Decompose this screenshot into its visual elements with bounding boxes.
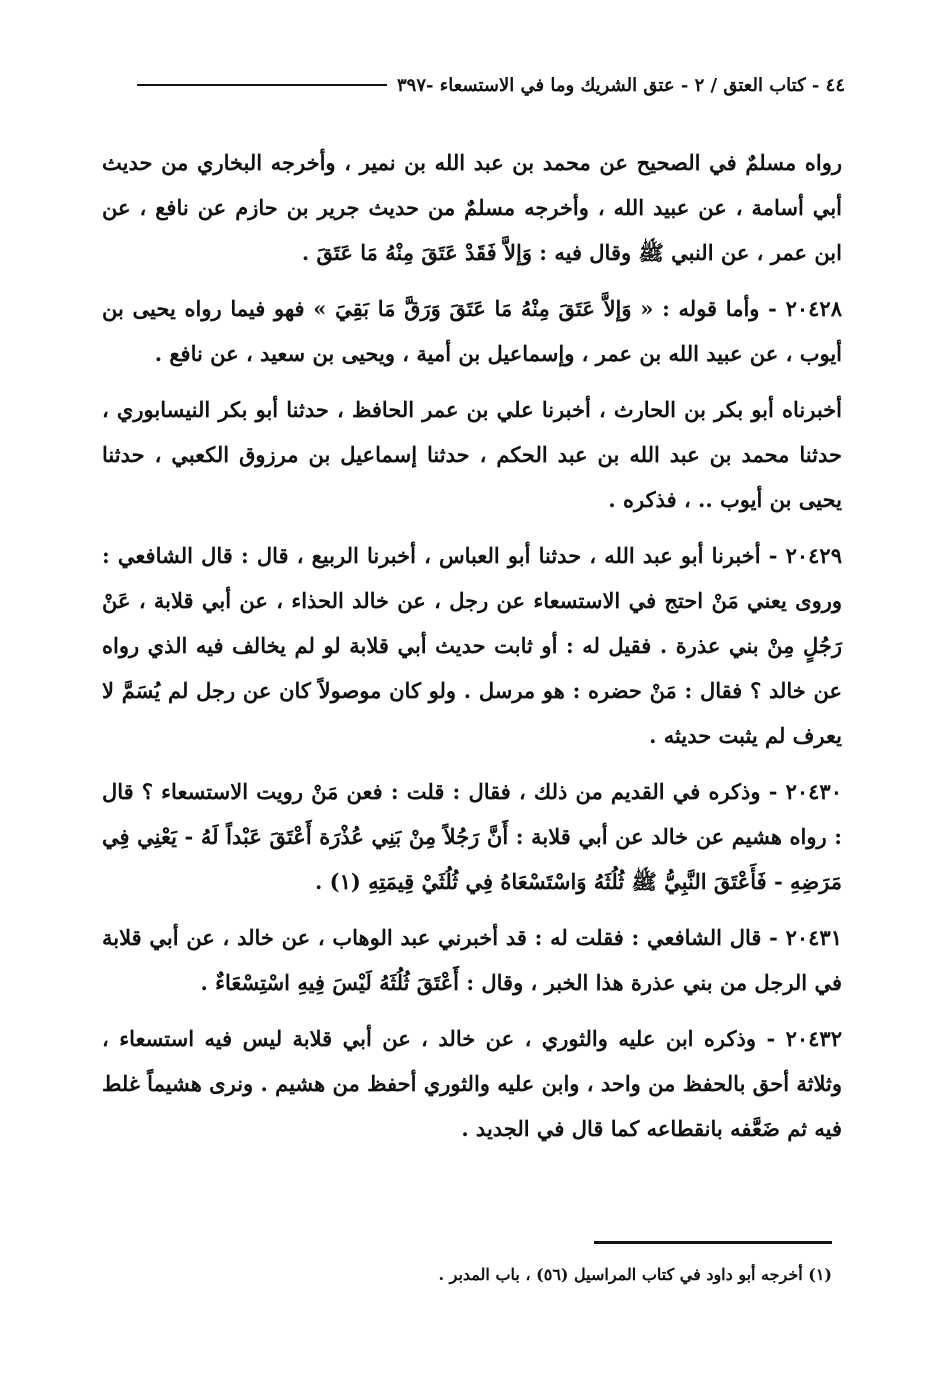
paragraph-2429: ٢٠٤٢٩ - أخبرنا أبو عبد الله ، حدثنا أبو العباس ، أخبرنا الربيع ، قال : قال الشافعي : وروى يعني مَنْ احتج في الاستسعاء عن رجل ، عن خالد الحذاء ، عن أبي قلابة ، عَنْ رَجُلٍ مِنْ بني عذرة . فقيل له : أو ثابت حديث أبي قلابة لو لم يخالف فيه الذي رواه عن خالد ؟ فقال : مَنْ حضره : هو مرسل . ولو كان موصولاً كان عن رجل لم يُسَمَّ لا يعرف لم يثبت حديثه .: [102, 543, 842, 748]
paragraph-2428: ٢٠٤٢٨ - وأما قوله : « وَإلاَّ عَتَقَ مِنْهُ مَا عَتَقَ وَرَقَّ مَا بَقِيَ » فهو فيما رواه يحيى بن أيوب ، عن عبيد الله بن عمر ، وإسماعيل بن أمية ، ويحيى بن سعيد ، عن نافع .: [102, 296, 842, 366]
footnote-rule: [594, 1241, 832, 1244]
paragraph-isnad: أخبرناه أبو بكر بن الحارث ، أخبرنا علي بن عمر الحافظ ، حدثنا أبو بكر النيسابوري ، حدثنا محمد بن عبد الله بن عبد الحكم ، حدثنا إسماعيل بن مرزوق الكعبي ، حدثنا يحيى بن أيوب .. ، فذكره .: [102, 397, 842, 512]
main-text: [102, 140, 842, 1162]
running-title: ٤٤ - كتاب العتق / ٢ - عتق الشريك وما في الاستسعاء -٣٩٧: [397, 74, 845, 96]
paragraph-2430: ٢٠٤٣٠ - وذكره في القديم من ذلك ، فقال : قلت : فعن مَنْ رويت الاستسعاء ؟ قال : رواه هشيم عن خالد عن أبي قلابة : أَنَّ رَجُلاً مِنْ بَنِي عُذْرَة أَعْتَقَ عَبْداً لَهُ - يَعْنِي فِي مَرَضِهِ - فَأَعْتَقَ النَّبِيُّ ﷺ ثُلُثَهُ وَاسْتَسْعَاهُ فِي ثُلُثَيْ قِيمَتِهِ (١) .: [102, 779, 842, 894]
paragraph-2431: ٢٠٤٣١ - قال الشافعي : فقلت له : قد أخبرني عبد الوهاب ، عن خالد ، عن أبي قلابة في الرجل من بني عذرة هذا الخبر ، وقال : أَعْتَقَ ثُلُثَهُ لَيْسَ فِيهِ اسْتِسْعَاءٌ .: [102, 925, 842, 995]
paragraph-1: رواه مسلمٌ في الصحيح عن محمد بن عبد الله بن نمير ، وأخرجه البخاري من حديث أبي أسامة ، عن عبيد الله ، وأخرجه مسلمٌ من حديث جرير بن حازم عن نافع ، عن ابن عمر ، عن النبي ﷺ وقال فيه : وَإلاَّ فَقَدْ عَتَقَ مِنْهُ مَا عَتَقَ .: [102, 150, 842, 265]
header-rule: [137, 84, 387, 86]
paragraph-2432: ٢٠٤٣٢ - وذكره ابن عليه والثوري ، عن خالد ، عن أبي قلابة ليس فيه استسعاء ، وثلاثة أحق بالحفظ من واحد ، وابن عليه والثوري أحفظ من هشيم . ونرى هشيماً غلط فيه ثم ضَعَّفه بانقطاعه كما قال في الجديد .: [102, 1026, 842, 1141]
page-header: [100, 70, 845, 100]
footnote: (١) أخرجه أبو داود في كتاب المراسيل (٥٦) ، باب المدبر .: [438, 1265, 832, 1284]
